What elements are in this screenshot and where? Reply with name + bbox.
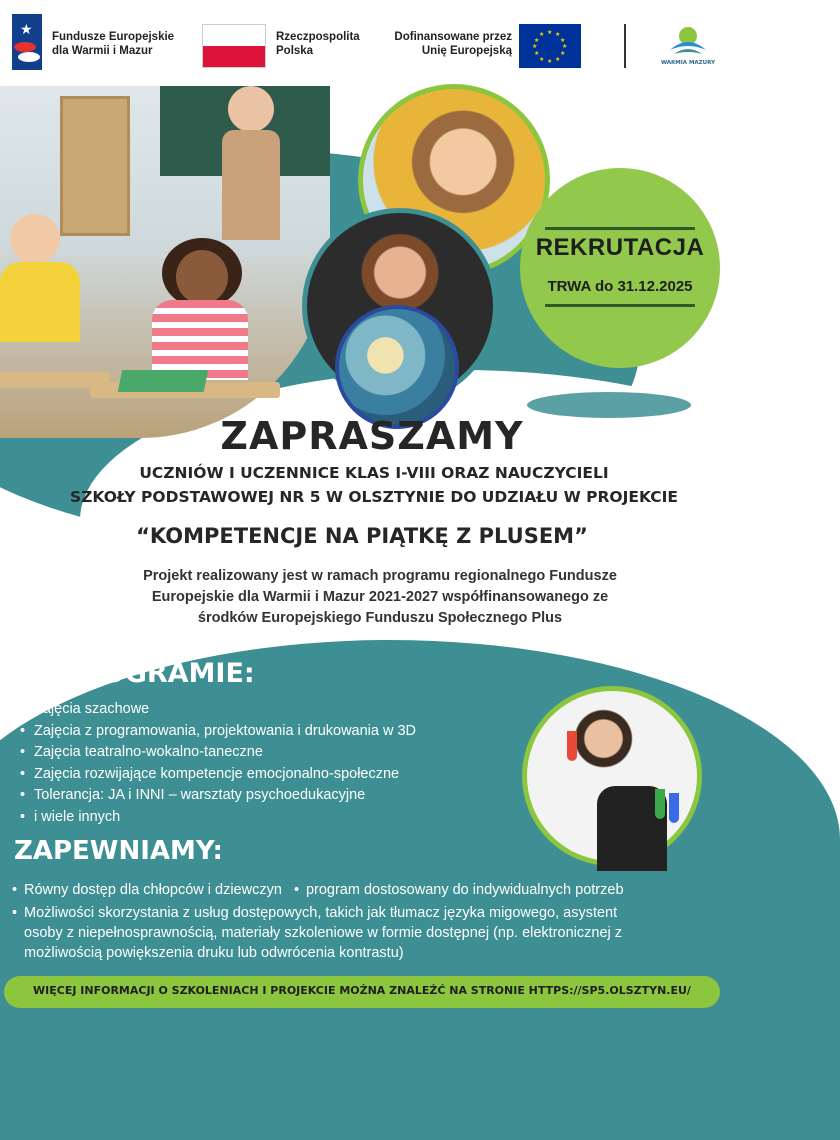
recruitment-badge [520, 168, 720, 368]
project-description-3: środków Europejskiego Funduszu Społecznego Plus [197, 610, 563, 626]
provide-item-continued: osoby z niepełnosprawnością, materiały szkoleniowe w formie dostępnej (np. elektronicznej z [24, 925, 623, 941]
logo-swoosh-red [14, 42, 36, 52]
provide-item: • Równy dostęp dla chłopców i dziewczyn • program dostosowany do indywidualnych potrzeb [12, 882, 624, 898]
student-boy-shirt [0, 262, 80, 342]
boy-science-photo [522, 686, 702, 866]
provide-list [12, 880, 717, 963]
program-item: • Zajęcia szachowe [20, 701, 150, 717]
warmia-mazury-logo-icon [660, 20, 716, 70]
rp-logo-text: Rzeczpospolita Polska [276, 31, 360, 57]
provide-title: ZAPEWNIAMY: [14, 836, 223, 866]
student-boy-figure [10, 214, 60, 264]
program-item: • Zajęcia rozwijające kompetencje emocjonalno-społeczne [20, 765, 400, 782]
test-tube-icon [567, 731, 577, 761]
test-tube-icon [669, 793, 679, 823]
eu-flag-icon: ★ ★ ★ ★ ★ ★ ★ ★ ★ ★ ★ ★ [519, 24, 581, 68]
program-item: • Zajęcia teatralno-wokalno-taneczne [20, 744, 263, 760]
fe-logo-text: Fundusze Europejskie dla Warmii i Mazur [52, 31, 175, 57]
student-girl-face [176, 250, 228, 304]
boy-with-globe-photo [302, 208, 498, 404]
poland-flag-icon [202, 24, 266, 68]
invite-line-1: UCZNIÓW I UCZENNICE KLAS I-VIII ORAZ NAUCZYCIELI [139, 464, 609, 482]
wm-logo-text: WARMIA MAZURY [660, 60, 716, 66]
badge-line-bottom [545, 304, 695, 307]
program-list [20, 699, 500, 828]
logo-swoosh-white [18, 52, 40, 62]
program-item: • Tolerancja: JA i INNI – warsztaty psychoedukacyjne [20, 787, 366, 803]
student-girl-shirt [152, 300, 248, 380]
star-icon: ★ [20, 21, 33, 37]
logo-header [0, 0, 724, 86]
program-item: • Zajęcia z programowania, projektowania i drukowania w 3D [20, 722, 417, 739]
badge-line-top [545, 227, 695, 230]
project-description-2: Europejskie dla Warmii i Mazur 2021-2027 współfinansowanego ze [151, 589, 609, 605]
project-description-1: Projekt realizowany jest w ramach programu regionalnego Fundusze [143, 568, 617, 584]
header-divider [624, 24, 626, 68]
program-title: W PROGRAMIE: [22, 658, 255, 689]
provide-item: • Możliwości skorzystania z usług dostępowych, takich jak tłumacz języka migowego, asystent [12, 905, 618, 921]
program-item: • i wiele innych [20, 808, 121, 825]
test-tube-icon [655, 789, 665, 819]
headline: ZAPRASZAMY [220, 414, 524, 458]
teacher-body [222, 130, 280, 240]
teacher-figure [228, 86, 274, 132]
recruitment-title: REKRUTACJA [535, 234, 705, 261]
recruitment-deadline: TRWA do 31.12.2025 [547, 278, 693, 295]
green-notebook [118, 370, 209, 392]
project-name: “KOMPETENCJE NA PIĄTKĘ Z PLUSEM” [136, 524, 588, 548]
bookshelf [60, 96, 130, 236]
fundusze-europejskie-logo [12, 14, 42, 70]
globe-icon [335, 305, 459, 429]
invite-line-2: SZKOŁY PODSTAWOWEJ NR 5 W OLSZTYNIE DO UDZIAŁU W PROJEKCIE [69, 488, 678, 506]
footer-website-info[interactable]: WIĘCEJ INFORMACJI O SZKOLENIACH I PROJEKCIE MOŻNA ZNALEŹĆ NA STRONIE HTTPS://SP5.OLSZTYN.EU/ [33, 984, 691, 997]
provide-item-continued: możliwością powiększenia druku lub odwrócenia kontrastu) [24, 945, 404, 961]
eu-cofinance-text: Dofinansowane przez Unię Europejską [394, 31, 512, 57]
